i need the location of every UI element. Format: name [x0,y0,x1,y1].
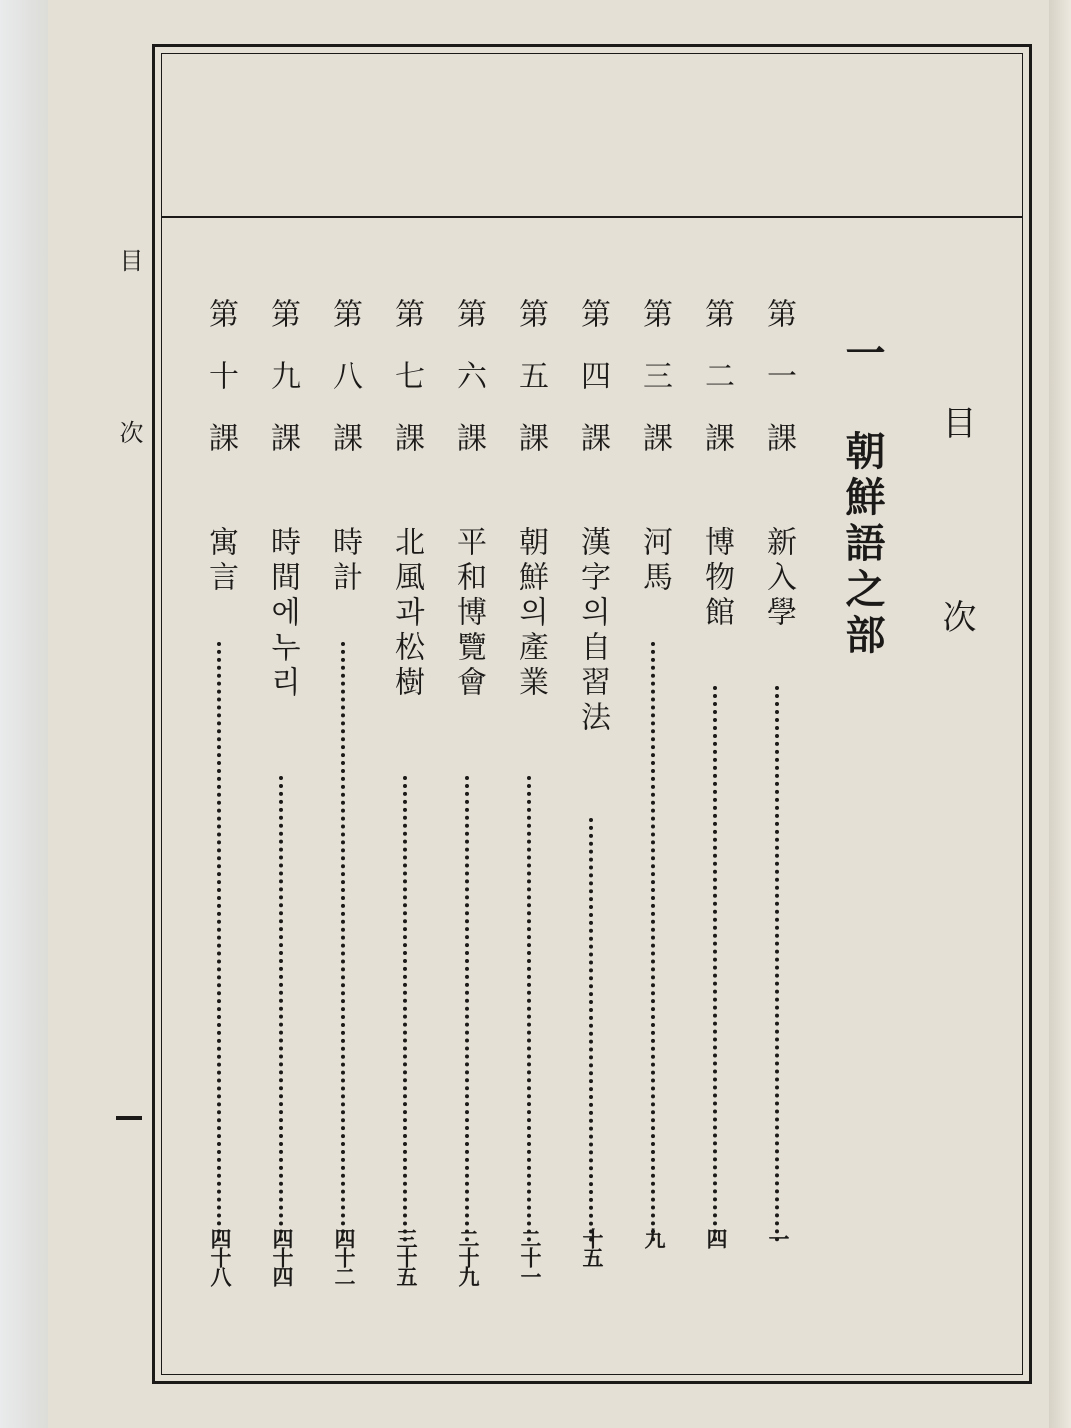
page-number: 四十二 [332,1228,357,1285]
toc-entry[interactable] [694,298,738,1318]
toc-entry[interactable] [446,298,490,1318]
running-head: 目 次 [115,248,143,504]
folio-page-number [116,1116,142,1120]
lesson-title: 博物館 [699,526,734,631]
lesson-number: 第八課 [327,298,362,484]
dot-leader [589,818,593,1242]
dot-leader [341,642,345,1242]
page-number: 十五 [580,1228,605,1266]
frame-header-rule [161,216,1023,218]
lesson-number: 第九課 [265,298,300,484]
dot-leader [403,776,407,1242]
lesson-number: 第五課 [513,298,548,484]
dot-leader [217,642,221,1242]
lesson-title: 河馬 [637,526,672,596]
page-number: 二十九 [456,1228,481,1285]
toc-entry[interactable] [260,298,304,1318]
lesson-number: 第十課 [203,298,238,484]
dot-leader [775,686,779,1242]
toc-entry[interactable] [570,298,614,1318]
lesson-number: 第三課 [637,298,672,484]
page-number: 四十八 [208,1228,233,1285]
toc-entry[interactable] [198,298,242,1318]
lesson-title: 平和博覽會 [451,526,486,701]
lesson-number: 第六課 [451,298,486,484]
page-number: 二十一 [518,1228,543,1285]
lesson-title: 寓言 [203,526,238,596]
dot-leader [651,642,655,1242]
lesson-title: 北風과松樹 [389,526,424,701]
page-number: 四十四 [270,1228,295,1285]
lesson-title: 新入學 [761,526,796,631]
dot-leader [465,776,469,1242]
lesson-title: 時計 [327,526,362,596]
page-number: 一 [766,1228,791,1247]
page-number: 四 [704,1228,729,1247]
section-heading: 一 朝鮮語之部 [839,332,885,660]
page-title: 目 次 [936,405,976,693]
page-number: 三十五 [394,1228,419,1285]
toc-entry[interactable] [632,298,676,1318]
page-number: 九 [642,1228,667,1247]
dot-leader [279,776,283,1242]
lesson-number: 第一課 [761,298,796,484]
toc-entry[interactable] [756,298,800,1318]
lesson-number: 第二課 [699,298,734,484]
lesson-number: 第四課 [575,298,610,484]
toc-entry[interactable] [508,298,552,1318]
toc-entry[interactable] [322,298,366,1318]
lesson-number: 第七課 [389,298,424,484]
page-edge [1049,0,1071,1428]
page-shade [0,0,48,1428]
lesson-title: 朝鮮의產業 [513,526,548,701]
lesson-title: 漢字의自習法 [575,526,610,736]
toc-entry[interactable] [384,298,428,1318]
lesson-title: 時間에누리 [265,526,300,701]
dot-leader [713,686,717,1242]
dot-leader [527,776,531,1242]
